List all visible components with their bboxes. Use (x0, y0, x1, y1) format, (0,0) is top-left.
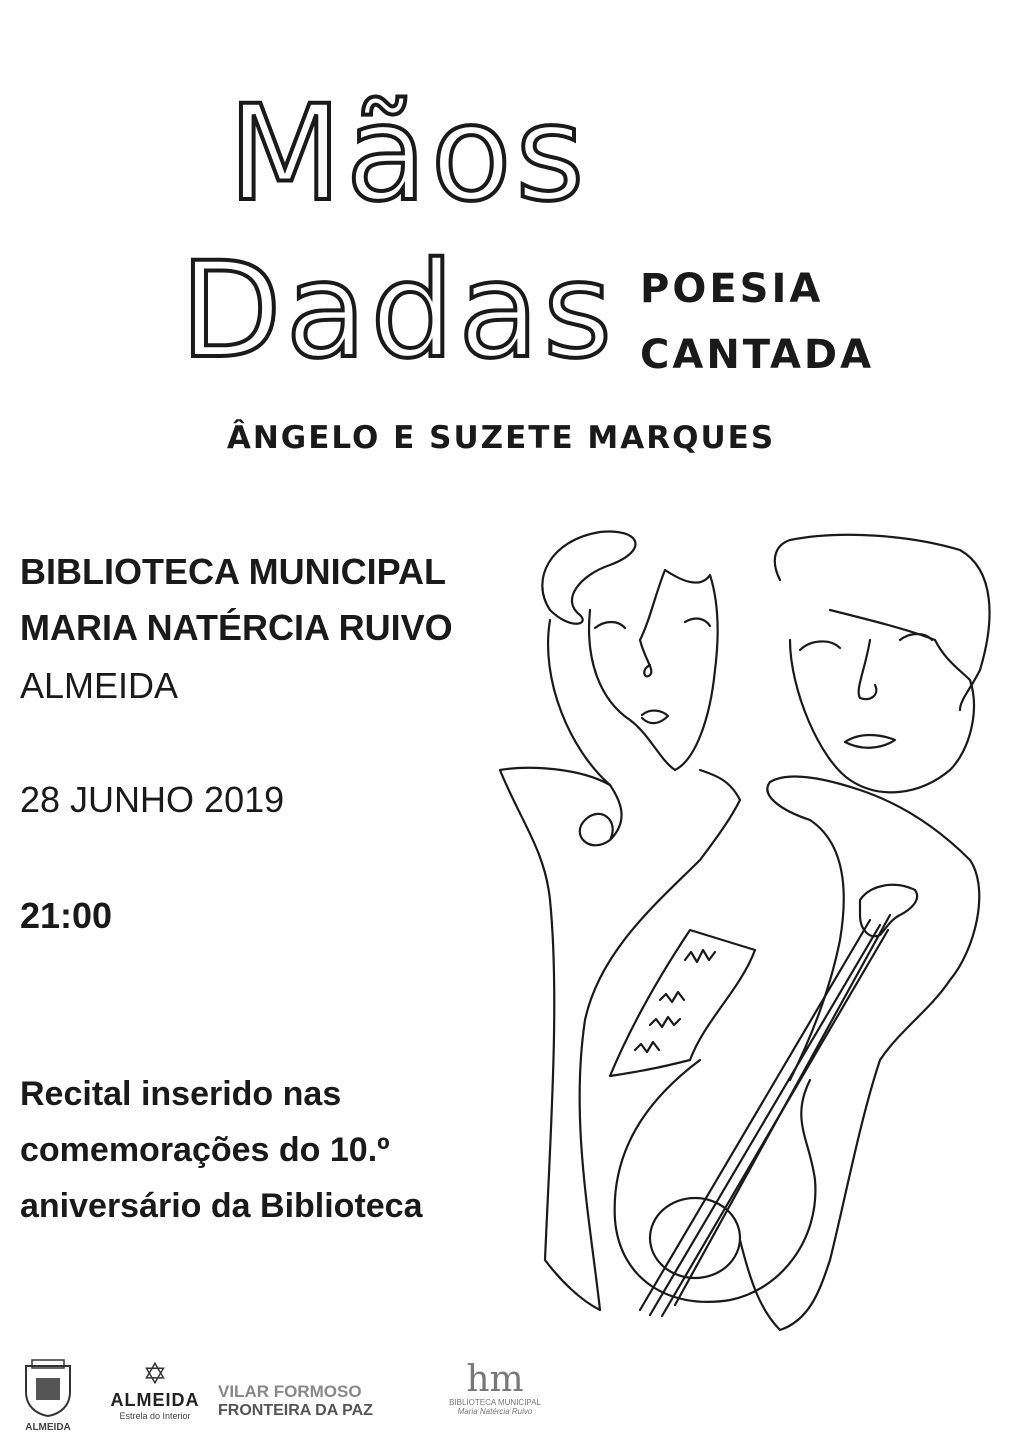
title-line-2: Dadas (180, 234, 616, 388)
performers: ÂNGELO E SUZETE MARQUES (226, 420, 776, 456)
crest-icon (18, 1358, 78, 1418)
title-line-1: Mãos (228, 77, 589, 231)
venue-line-2: MARIA NATÉRCIA RUIVO (20, 607, 453, 648)
man-eye-left (800, 641, 840, 650)
guitar-string-2 (650, 925, 880, 1315)
venue-line-1: BIBLIOTECA MUNICIPAL (20, 551, 446, 592)
woman-hair (542, 532, 635, 624)
almeida-name: ALMEIDA (110, 1390, 200, 1410)
note-line-1: Recital inserido nas (20, 1075, 342, 1113)
event-time: 21:00 (20, 895, 113, 936)
municipal-crest (18, 1358, 78, 1432)
sponsor-logos (0, 1352, 1018, 1440)
man-eye-right (900, 634, 932, 640)
subtitle-line-2: CANTADA (640, 332, 875, 378)
man-body-left (767, 782, 843, 1080)
vilar-formoso-logo (218, 1382, 408, 1420)
man-nose (859, 640, 877, 699)
woman-neck (548, 620, 621, 845)
lyrics-sheet (610, 930, 755, 1076)
vilar-line-1: VILAR FORMOSO (218, 1382, 362, 1401)
man-face (790, 610, 974, 792)
man-mouth (845, 735, 895, 748)
almeida-logo (100, 1357, 210, 1434)
note-line-3: aniversário da Biblioteca (20, 1187, 423, 1225)
library-logo (440, 1359, 550, 1416)
woman-mouth (642, 711, 668, 724)
subtitle-line-1: POESIA (640, 266, 824, 312)
library-line-2: Maria Natércia Ruivo (457, 1407, 533, 1416)
venue-city: ALMEIDA (20, 665, 179, 706)
guitar-head (860, 885, 917, 937)
guitar-string-1 (640, 920, 870, 1310)
guitar-string-4 (675, 915, 890, 1305)
woman-nose (640, 640, 651, 676)
woman-eye-left (595, 622, 625, 628)
star-icon: ✡ (142, 1357, 168, 1392)
woman-eye-right (685, 619, 710, 626)
library-monogram-icon: hm (466, 1359, 524, 1400)
man-hair (775, 535, 990, 710)
couple-line-drawing (490, 520, 1010, 1350)
note-line-2: comemorações do 10.º (20, 1131, 390, 1169)
event-date: 28 JUNHO 2019 (20, 779, 285, 820)
almeida-tagline: Estrela do Interior (119, 1411, 191, 1421)
crest-caption: ALMEIDA (25, 1422, 71, 1433)
event-note (20, 1066, 423, 1234)
man-body (740, 777, 979, 1330)
vilar-line-2: FRONTEIRA DA PAZ (218, 1402, 373, 1419)
library-line-1: BIBLIOTECA MUNICIPAL (449, 1398, 541, 1407)
woman-body (500, 768, 740, 1310)
woman-face (589, 570, 718, 770)
